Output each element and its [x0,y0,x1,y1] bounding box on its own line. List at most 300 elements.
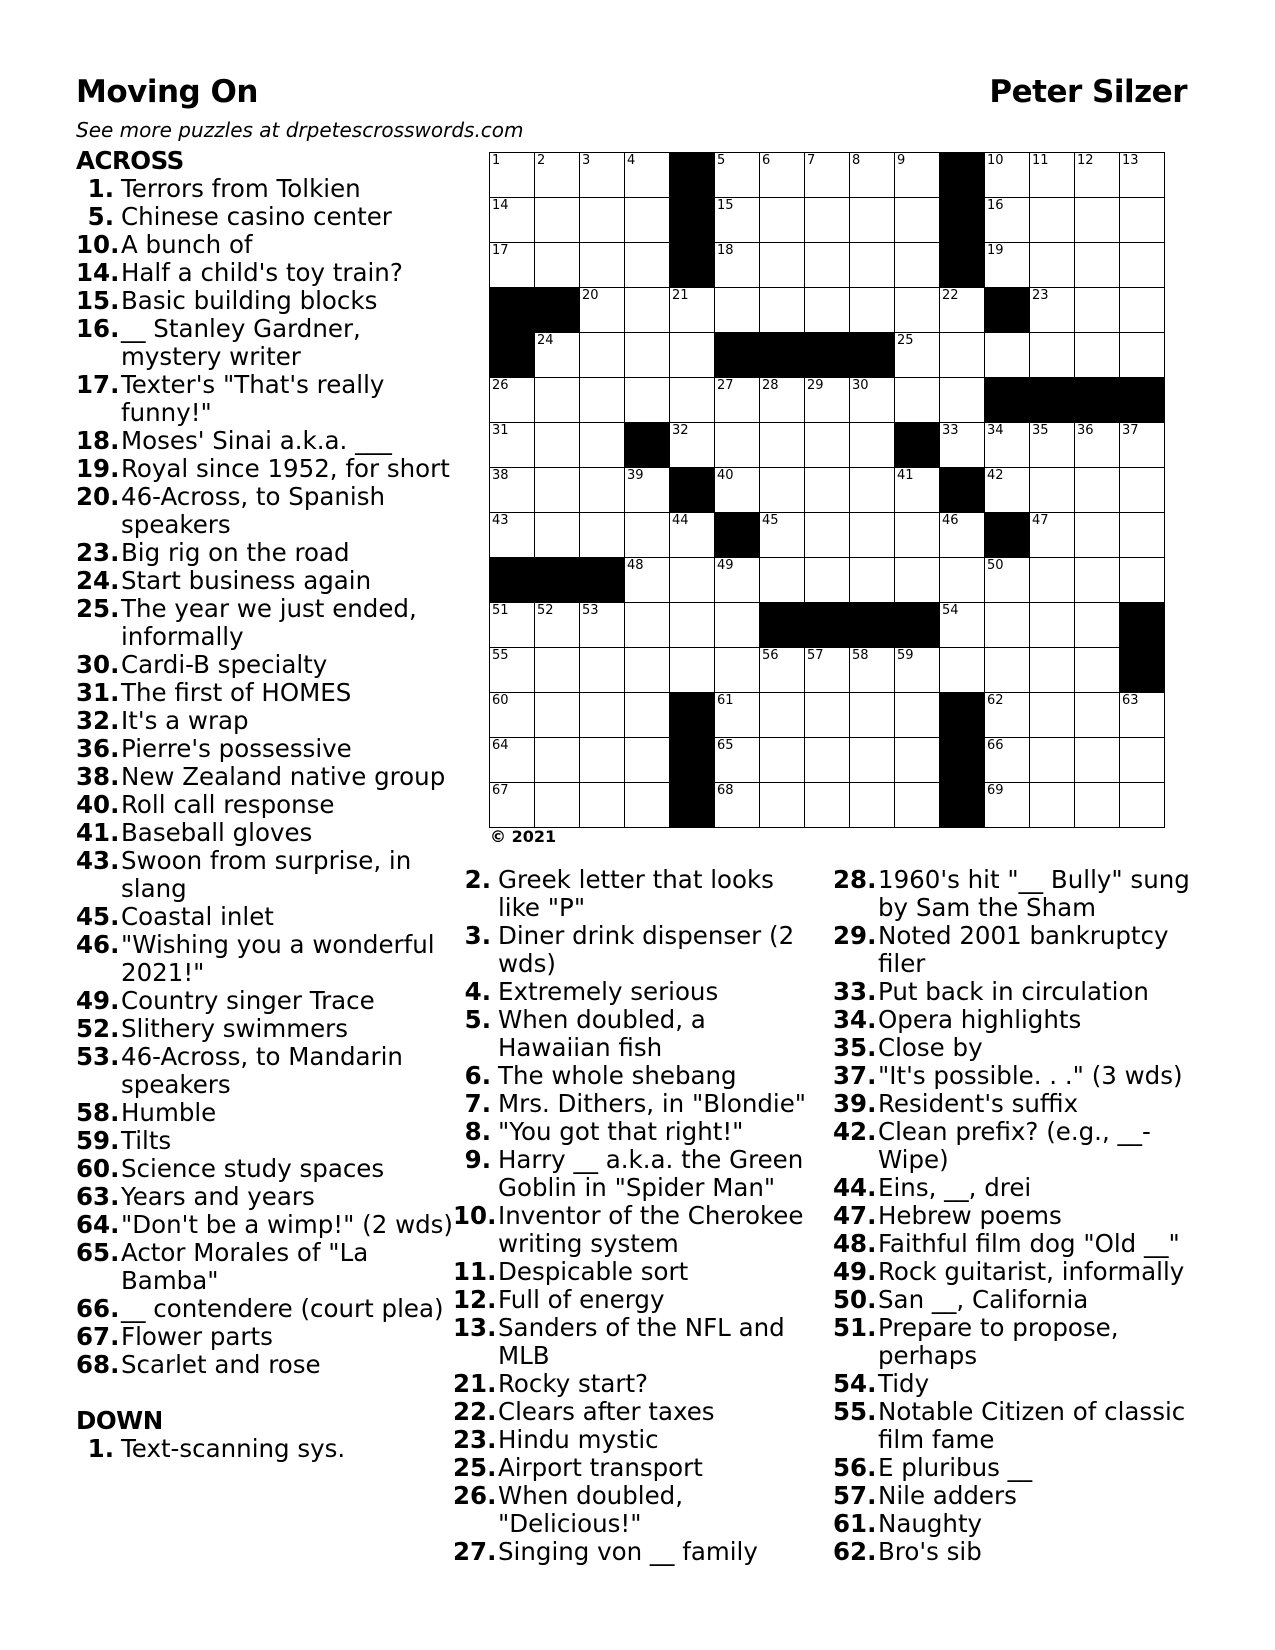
grid-cell [895,378,940,423]
grid-cell-number: 39 [627,468,644,483]
grid-cell-number: 45 [762,513,779,528]
grid-cell [625,198,670,243]
clue-text: Flower parts [121,1322,273,1351]
down-clue [833,1090,1218,1118]
down-clue [76,1435,456,1463]
grid-cell-black [1030,378,1075,423]
grid-cell [895,693,940,738]
grid-cell [715,423,760,468]
grid-cell [760,648,805,693]
grid-cell [985,468,1030,513]
across-clue [76,427,456,455]
clue-text: Years and years [121,1182,315,1211]
clue-number: 10. [76,230,120,259]
grid-cell [715,198,760,243]
grid-cell [850,558,895,603]
grid-cell [1075,288,1120,333]
across-clue [76,1043,456,1099]
clue-number: 67. [76,1322,120,1351]
grid-cell [985,243,1030,288]
grid-cell-number: 60 [492,693,509,708]
clue-text: Airport transport [498,1453,703,1482]
clue-text: Royal since 1952, for short [121,454,450,483]
grid-cell [490,153,535,198]
clue-text: It's a wrap [121,706,249,735]
across-clue [76,315,456,371]
grid-cell [985,693,1030,738]
down-clue [833,1398,1218,1454]
grid-cell [850,378,895,423]
down-clue [833,1118,1218,1174]
copyright-notice: © 2021 [490,827,557,846]
grid-cell [715,288,760,333]
grid-cell [715,648,760,693]
across-clue [76,1211,456,1239]
clue-text: The first of HOMES [121,678,352,707]
grid-cell [625,558,670,603]
across-clue [76,1127,456,1155]
clue-text: "Wishing you a wonderful 2021!" [121,930,435,987]
down-clue [453,978,823,1006]
down-clue [833,1482,1218,1510]
clue-text: Slithery swimmers [121,1014,348,1043]
grid-cell-number: 1 [492,153,501,168]
grid-cell [850,468,895,513]
across-clue [76,819,456,847]
grid-cell-number: 10 [987,153,1004,168]
clue-number: 1. [87,174,114,203]
across-clue [76,1351,456,1379]
grid-cell [715,378,760,423]
grid-cell [850,288,895,333]
clue-number: 54. [833,1369,877,1398]
grid-cell-number: 17 [492,243,509,258]
grid-cell [490,243,535,288]
grid-cell [670,378,715,423]
clue-text: Full of energy [498,1285,665,1314]
down-clue [833,1286,1218,1314]
clue-number: 46. [76,930,120,959]
grid-cell [1030,693,1075,738]
clue-number: 63. [76,1182,120,1211]
grid-cell [850,153,895,198]
grid-cell [895,243,940,288]
clue-number: 18. [76,426,120,455]
grid-cell-black [940,738,985,783]
down-clue [833,1062,1218,1090]
clue-text: Despicable sort [498,1257,689,1286]
clue-number: 16. [76,314,120,343]
grid-cell-black [940,693,985,738]
clue-number: 49. [833,1257,877,1286]
across-clue [76,651,456,679]
grid-cell [760,468,805,513]
clue-number: 31. [76,678,120,707]
grid-cell-black [490,288,535,333]
grid-cell [490,648,535,693]
grid-cell [490,693,535,738]
grid-cell [490,738,535,783]
clue-number: 14. [76,258,120,287]
grid-cell [1030,243,1075,288]
clue-number: 32. [76,706,120,735]
across-clue [76,175,456,203]
clue-text: Faithful film dog "Old __" [878,1229,1180,1258]
grid-cell [715,738,760,783]
down-clue-list-part-1 [76,1435,456,1463]
clue-number: 2. [464,865,491,894]
grid-cell-black [940,468,985,513]
grid-cell [670,423,715,468]
grid-cell [715,693,760,738]
down-clue [833,1006,1218,1034]
grid-cell [895,738,940,783]
down-clue [453,1426,823,1454]
clue-text: When doubled, a Hawaiian fish [498,1005,706,1062]
grid-cell [1030,333,1075,378]
grid-cell-number: 68 [717,783,734,798]
grid-cell-number: 40 [717,468,734,483]
grid-cell [1120,468,1165,513]
clue-text: Sanders of the NFL and MLB [498,1313,785,1370]
puzzle-author: Peter Silzer [989,74,1187,110]
clue-number: 48. [833,1229,877,1258]
down-clue [833,1370,1218,1398]
down-clue [833,978,1218,1006]
grid-cell-black [940,243,985,288]
clue-text: E pluribus __ [878,1453,1033,1482]
down-clue [453,1398,823,1426]
grid-cell-number: 35 [1032,423,1049,438]
clue-number: 43. [76,846,120,875]
clue-text: Texter's "That's really funny!" [121,370,385,427]
across-clue [76,791,456,819]
grid-cell-number: 61 [717,693,734,708]
grid-cell [1075,783,1120,828]
grid-cell-number: 67 [492,783,509,798]
clue-number: 50. [833,1285,877,1314]
grid-cell-number: 18 [717,243,734,258]
grid-cell [1120,738,1165,783]
grid-cell-number: 64 [492,738,509,753]
down-clue [453,922,823,978]
grid-cell-black [895,603,940,648]
grid-cell [805,693,850,738]
down-clue [453,1202,823,1258]
grid-cell [1120,513,1165,558]
clue-text: Harry __ a.k.a. the Green Goblin in "Spider Man" [498,1145,804,1202]
clue-text: 1960's hit "__ Bully" sung by Sam the Sham [878,865,1190,922]
clue-number: 23. [76,538,120,567]
across-clue [76,735,456,763]
clue-text: Opera highlights [878,1005,1082,1034]
grid-cell [625,648,670,693]
grid-cell-number: 15 [717,198,734,213]
across-clue [76,1323,456,1351]
across-clue [76,763,456,791]
clue-text: Humble [121,1098,217,1127]
clue-number: 39. [833,1089,877,1118]
grid-cell [625,603,670,648]
clue-number: 33. [833,977,877,1006]
grid-cell [1075,243,1120,288]
clue-text: Rocky start? [498,1369,649,1398]
grid-cell [940,333,985,378]
grid-cell [940,423,985,468]
across-heading: ACROSS [76,146,184,175]
grid-cell [535,693,580,738]
clue-number: 68. [76,1350,120,1379]
grid-cell-black [715,333,760,378]
grid-cell [670,288,715,333]
across-clue [76,231,456,259]
clue-number: 40. [76,790,120,819]
clue-number: 5. [464,1005,491,1034]
clue-number: 45. [76,902,120,931]
grid-cell [625,378,670,423]
clue-text: Coastal inlet [121,902,274,931]
grid-cell-number: 50 [987,558,1004,573]
grid-cell [1075,198,1120,243]
grid-cell-number: 32 [672,423,689,438]
clue-number: 12. [453,1285,497,1314]
grid-cell-black [1120,603,1165,648]
down-clue [453,1118,823,1146]
grid-cell [1030,558,1075,603]
grid-cell [1075,603,1120,648]
grid-cell [1075,558,1120,603]
grid-cell-black [1120,378,1165,423]
grid-cell-black [715,513,760,558]
grid-cell-number: 2 [537,153,546,168]
clue-text: Inventor of the Cherokee writing system [498,1201,804,1258]
grid-cell [715,153,760,198]
down-clue [833,1538,1218,1566]
clue-text: Put back in circulation [878,977,1149,1006]
clue-number: 6. [464,1061,491,1090]
crossword-grid [489,152,1165,828]
clue-text: Diner drink dispenser (2 wds) [498,921,795,978]
grid-cell [1120,198,1165,243]
clue-number: 44. [833,1173,877,1202]
grid-cell-number: 62 [987,693,1004,708]
clue-number: 3. [464,921,491,950]
grid-cell [580,468,625,513]
grid-cell [985,333,1030,378]
across-clue [76,287,456,315]
grid-cell [535,648,580,693]
clue-number: 20. [76,482,120,511]
grid-cell-black [805,603,850,648]
clue-number: 60. [76,1154,120,1183]
grid-cell-number: 25 [897,333,914,348]
clue-number: 53. [76,1042,120,1071]
grid-cell [805,783,850,828]
grid-cell [670,648,715,693]
grid-cell-number: 21 [672,288,689,303]
clue-column-2 [453,866,823,1566]
clue-number: 51. [833,1313,877,1342]
grid-cell-number: 41 [897,468,914,483]
grid-cell-black [1075,378,1120,423]
grid-cell [805,243,850,288]
grid-cell-number: 53 [582,603,599,618]
grid-cell [715,243,760,288]
grid-cell [715,783,760,828]
grid-cell [895,153,940,198]
grid-cell [535,378,580,423]
grid-cell [1075,738,1120,783]
grid-cell-number: 36 [1077,423,1094,438]
down-clue [453,1482,823,1538]
grid-cell [1075,513,1120,558]
grid-cell-number: 49 [717,558,734,573]
down-clue [453,1006,823,1062]
grid-cell-black [985,513,1030,558]
grid-cell-number: 58 [852,648,869,663]
grid-cell [895,513,940,558]
clue-number: 8. [464,1117,491,1146]
grid-cell-black [670,243,715,288]
grid-cell-number: 51 [492,603,509,618]
clue-number: 34. [833,1005,877,1034]
clue-text: Science study spaces [121,1154,385,1183]
clue-column-1 [76,147,456,1463]
across-clue [76,1295,456,1323]
clue-text: Greek letter that looks like "P" [498,865,774,922]
grid-cell [1075,648,1120,693]
grid-cell [625,333,670,378]
clue-number: 59. [76,1126,120,1155]
grid-cell [490,198,535,243]
clue-text: Terrors from Tolkien [121,174,361,203]
grid-cell [985,558,1030,603]
down-clue [833,1510,1218,1538]
grid-cell [1120,693,1165,738]
grid-cell [1120,153,1165,198]
grid-cell [715,603,760,648]
down-clue [833,1174,1218,1202]
grid-cell [895,648,940,693]
grid-cell-number: 14 [492,198,509,213]
grid-cell-number: 59 [897,648,914,663]
grid-cell [850,693,895,738]
clue-text: The whole shebang [498,1061,737,1090]
grid-cell [580,783,625,828]
clue-text: Resident's suffix [878,1089,1079,1118]
grid-cell-number: 6 [762,153,771,168]
grid-cell [985,153,1030,198]
grid-cell-number: 16 [987,198,1004,213]
across-clue [76,707,456,735]
grid-cell [1030,513,1075,558]
clue-text: Swoon from surprise, in slang [121,846,412,903]
clue-number: 29. [833,921,877,950]
grid-cell [760,738,805,783]
clue-text: Singing von __ family [498,1537,758,1566]
clue-text: The year we just ended, informally [121,594,417,651]
across-clue [76,595,456,651]
grid-cell [490,603,535,648]
grid-cell-number: 31 [492,423,509,438]
down-clue [453,1062,823,1090]
grid-cell-number: 11 [1032,153,1049,168]
across-clue [76,847,456,903]
grid-cell-black [895,423,940,468]
grid-cell [625,468,670,513]
grid-cell [850,198,895,243]
grid-cell-number: 30 [852,378,869,393]
grid-cell [940,648,985,693]
clue-number: 37. [833,1061,877,1090]
clue-number: 52. [76,1014,120,1043]
clue-text: Hebrew poems [878,1201,1062,1230]
across-clue [76,1183,456,1211]
clue-text: Bro's sib [878,1537,982,1566]
grid-cell [760,198,805,243]
grid-cell [985,603,1030,648]
grid-cell-number: 69 [987,783,1004,798]
grid-cell [490,378,535,423]
across-clue [76,539,456,567]
grid-cell-number: 57 [807,648,824,663]
clue-text: Naughty [878,1509,983,1538]
grid-cell [760,378,805,423]
grid-cell [580,423,625,468]
grid-cell-black [850,603,895,648]
grid-cell [490,468,535,513]
grid-cell-black [805,333,850,378]
grid-cell [580,693,625,738]
down-clue [453,866,823,922]
grid-cell-number: 26 [492,378,509,393]
clue-number: 25. [76,594,120,623]
clue-text: Baseball gloves [121,818,313,847]
clue-number: 24. [76,566,120,595]
grid-cell [985,738,1030,783]
down-clue [833,1314,1218,1370]
clue-text: Country singer Trace [121,986,375,1015]
clue-number: 49. [76,986,120,1015]
grid-cell [670,603,715,648]
grid-cell-number: 54 [942,603,959,618]
grid-cell [580,243,625,288]
grid-cell [895,288,940,333]
grid-cell [580,153,625,198]
clue-text: A bunch of [121,230,253,259]
down-clue [833,1202,1218,1230]
grid-cell [850,648,895,693]
grid-cell [940,378,985,423]
grid-cell [1030,603,1075,648]
clue-text: Clean prefix? (e.g., __-Wipe) [878,1117,1151,1174]
grid-cell-black [985,288,1030,333]
grid-cell-number: 48 [627,558,644,573]
grid-cell [625,243,670,288]
grid-cell-number: 13 [1122,153,1139,168]
clue-text: New Zealand native group [121,762,446,791]
grid-cell [985,783,1030,828]
grid-cell [580,288,625,333]
grid-cell [580,648,625,693]
clue-text: 46-Across, to Spanish speakers [121,482,386,539]
grid-cell [580,333,625,378]
down-clue [833,1034,1218,1062]
website-note: See more puzzles at drpetescrosswords.com [76,118,524,142]
clue-column-3 [833,866,1218,1566]
grid-cell-black [670,783,715,828]
clue-number: 62. [833,1537,877,1566]
